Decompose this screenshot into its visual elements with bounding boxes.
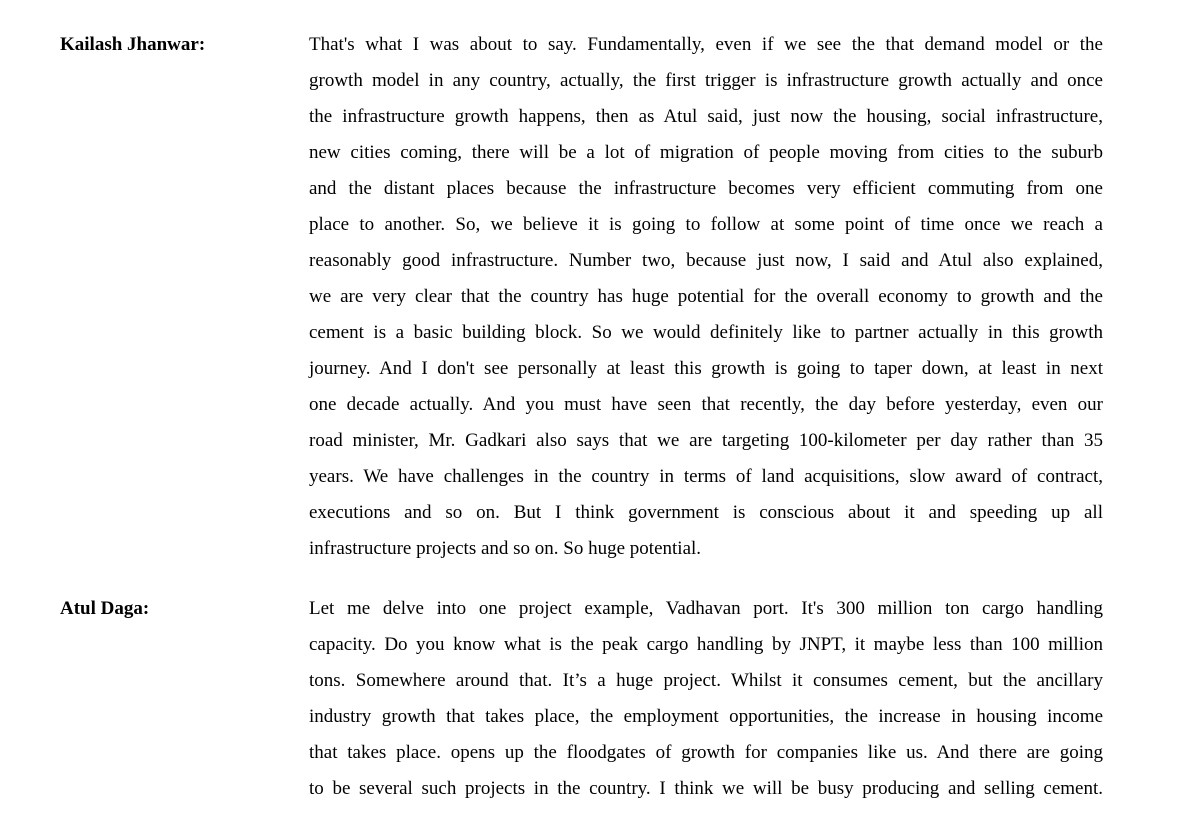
- speech-line: capacity. Do you know what is the peak cargo handling by JNPT, it maybe less than 100 million: [309, 634, 1103, 655]
- speech-line: reasonably good infrastructure. Number two, because just now, I said and Atul also explained,: [309, 250, 1103, 271]
- speech-line: the infrastructure growth happens, then as Atul said, just now the housing, social infrastructure,: [309, 106, 1103, 127]
- speech-line: road minister, Mr. Gadkari also says that we are targeting 100-kilometer per day rather than 35: [309, 430, 1103, 451]
- speech-line: That's what I was about to say. Fundamentally, even if we see the that demand model or the: [309, 34, 1103, 55]
- speech-line: place to another. So, we believe it is going to follow at some point of time once we reach a: [309, 214, 1103, 235]
- speech-line: and the distant places because the infrastructure becomes very efficient commuting from one: [309, 178, 1103, 199]
- speech-line: that takes place. opens up the floodgates of growth for companies like us. And there are going: [309, 742, 1103, 763]
- speech-line: industry growth that takes place, the employment opportunities, the increase in housing income: [309, 706, 1103, 727]
- speech-line: infrastructure projects and so on. So huge potential.: [309, 538, 702, 559]
- speech-line: cement is a basic building block. So we would definitely like to partner actually in this growth: [309, 322, 1103, 343]
- speech-line: one decade actually. And you must have seen that recently, the day before yesterday, even our: [309, 394, 1103, 415]
- speech-text: [309, 27, 1103, 567]
- speech-line: Let me delve into one project example, Vadhavan port. It's 300 million ton cargo handling: [309, 598, 1103, 619]
- speech-line: to be several such projects in the country. I think we will be busy producing and selling cement.: [309, 778, 1103, 799]
- speech-line: growth model in any country, actually, the first trigger is infrastructure growth actually and once: [309, 70, 1103, 91]
- speaker-name: Atul Daga:: [60, 598, 150, 619]
- speaker-name: Kailash Jhanwar:: [60, 34, 206, 55]
- speech-text: [309, 591, 1103, 807]
- speech-line: years. We have challenges in the country in terms of land acquisitions, slow award of contract,: [309, 466, 1103, 487]
- speech-line: we are very clear that the country has huge potential for the overall economy to growth and the: [309, 286, 1103, 307]
- speech-line: new cities coming, there will be a lot of migration of people moving from cities to the suburb: [309, 142, 1103, 163]
- speech-line: executions and so on. But I think government is conscious about it and speeding up all: [309, 502, 1103, 523]
- speech-line: journey. And I don't see personally at least this growth is going to taper down, at least in next: [309, 358, 1103, 379]
- speech-line: tons. Somewhere around that. It’s a huge project. Whilst it consumes cement, but the ancillary: [309, 670, 1103, 691]
